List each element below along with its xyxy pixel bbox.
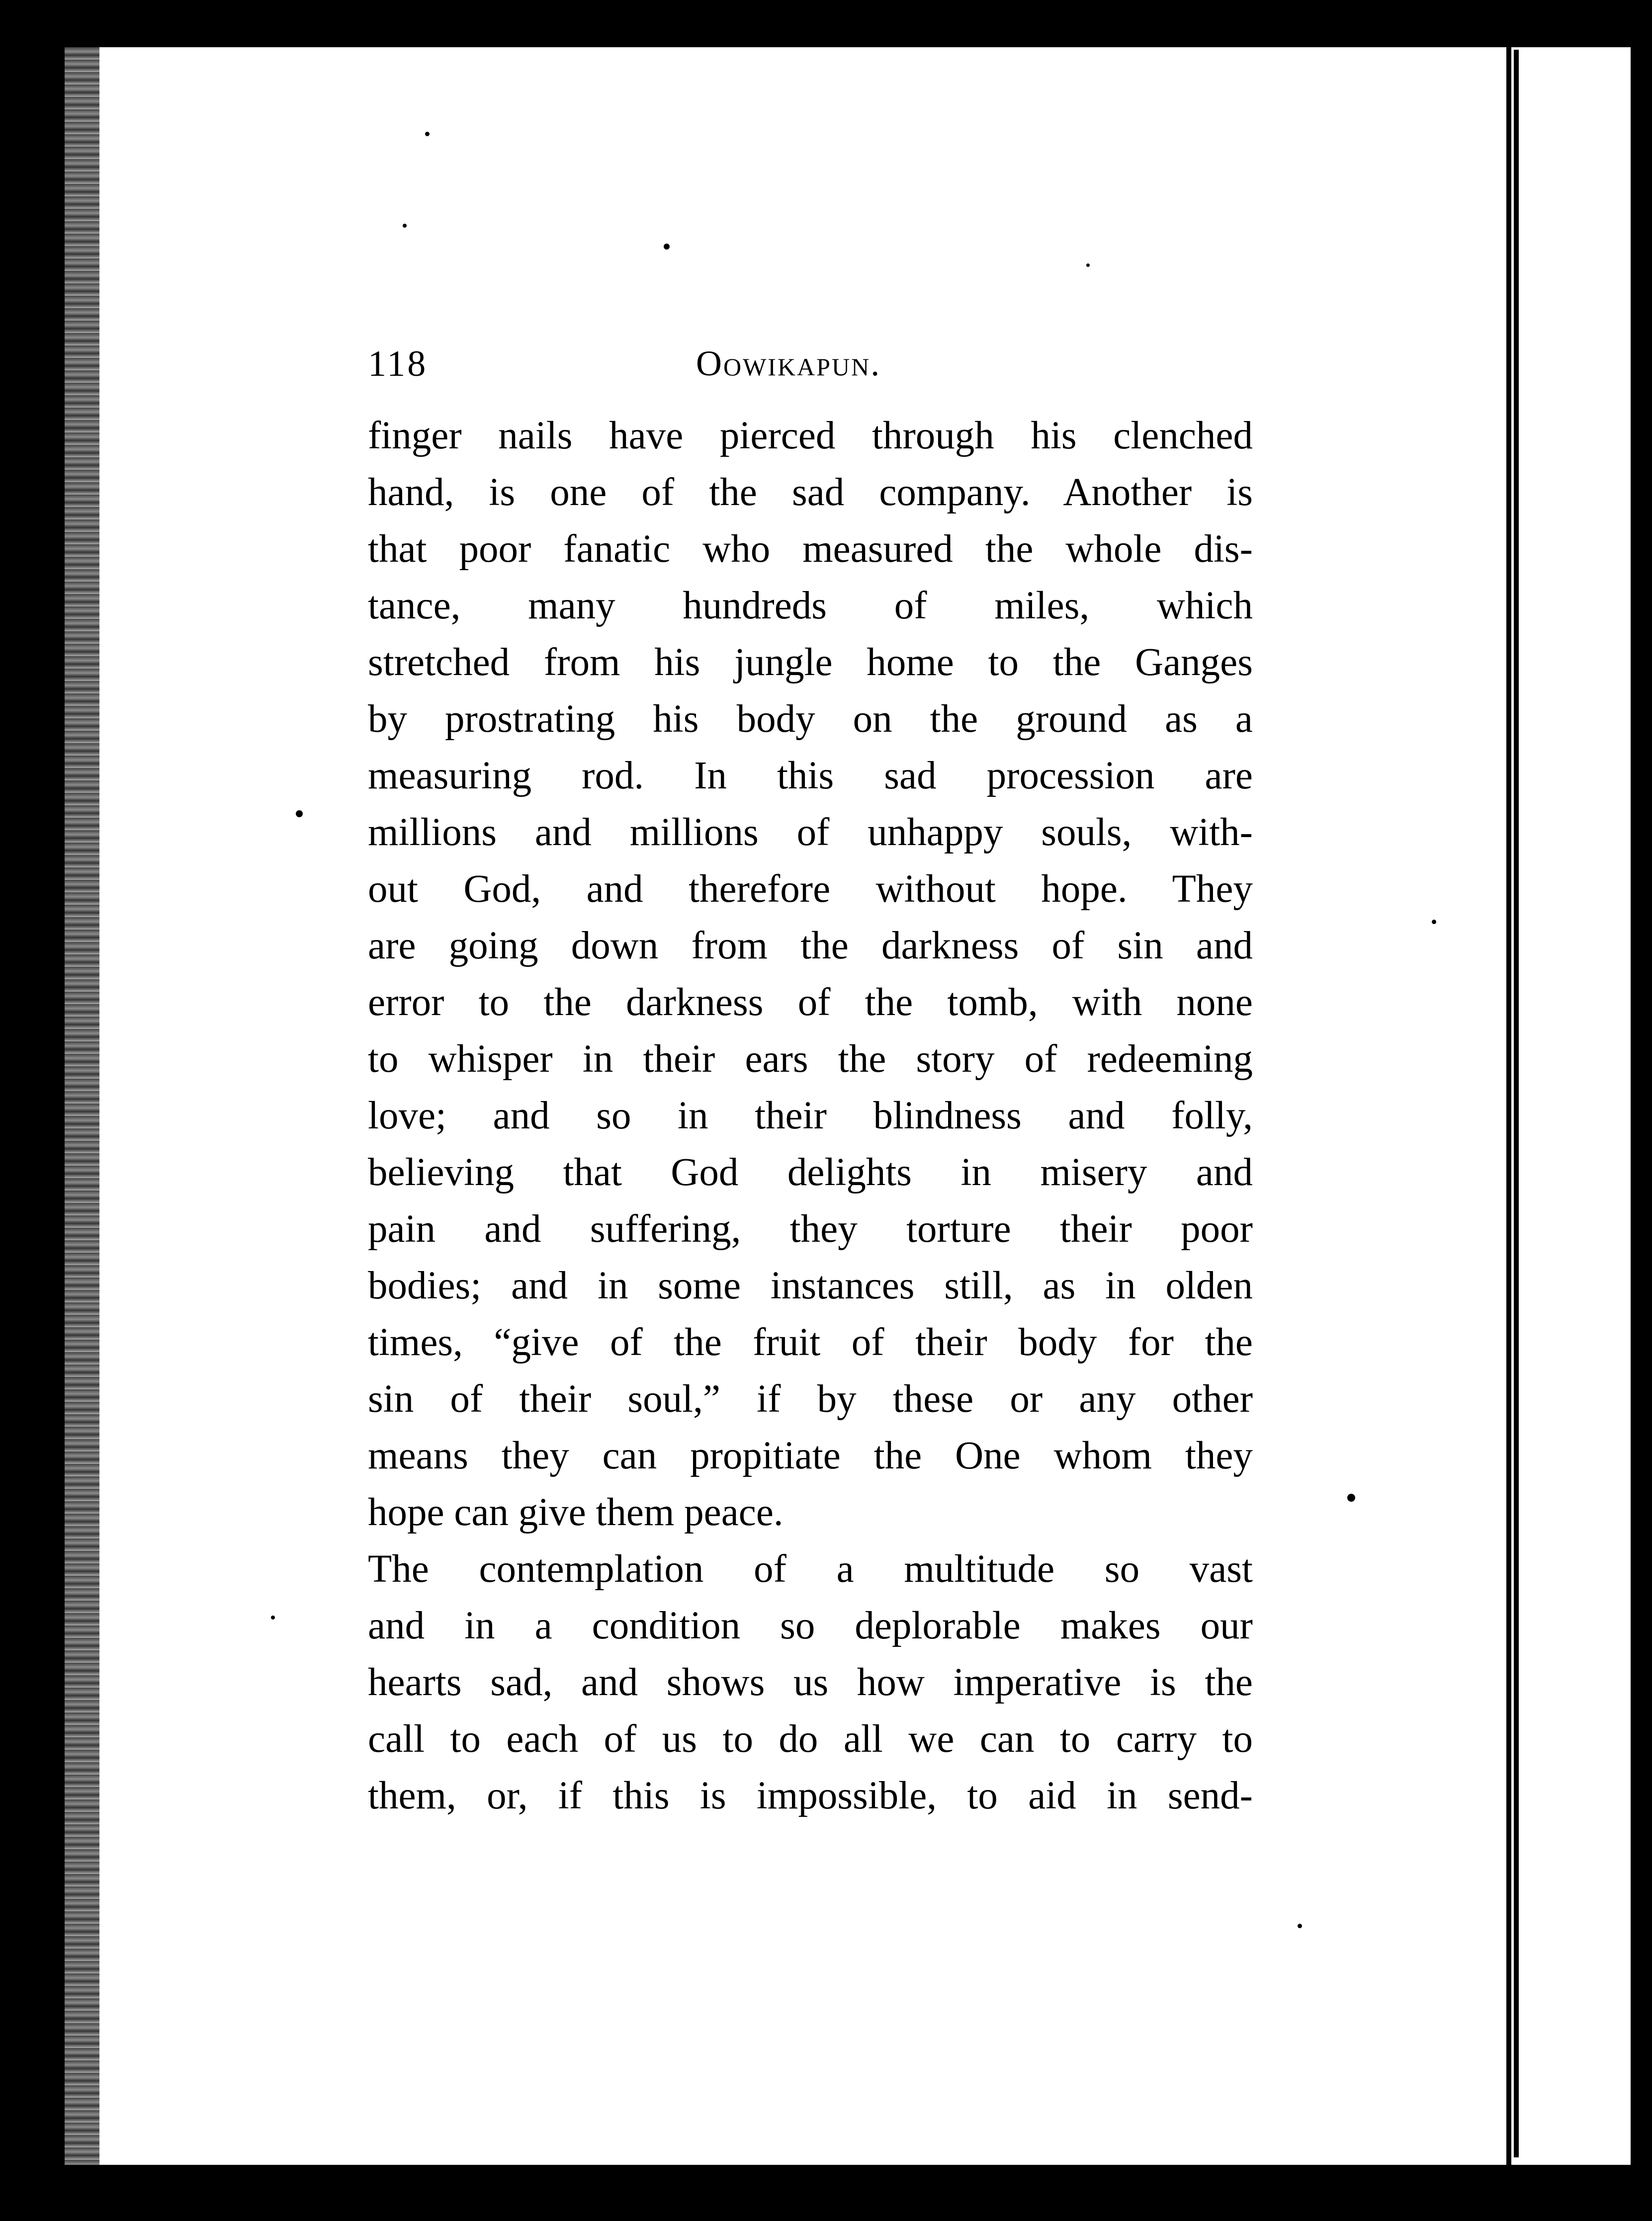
text-line: by prostrating his body on the ground as a [368, 697, 1253, 741]
text-line: hearts sad, and shows us how imperative is the [368, 1661, 1253, 1704]
text-line: hope can give them peace. [368, 1491, 783, 1534]
text-line: The contemplation of a multitude so vast [368, 1547, 1253, 1591]
text-line: means they can propitiate the One whom they [368, 1434, 1253, 1477]
scan-speck [296, 810, 303, 817]
body-text [368, 408, 1253, 1824]
text-line: and in a condition so deplorable makes our [368, 1604, 1253, 1647]
text-line: times, “give of the fruit of their body for the [368, 1321, 1253, 1364]
text-line: tance, many hundreds of miles, which [368, 584, 1253, 627]
scan-speck [1298, 1924, 1302, 1928]
text-line: pain and suffering, they torture their poor [368, 1207, 1253, 1251]
text-line: out God, and therefore without hope. They [368, 867, 1253, 911]
text-line: that poor fanatic who measured the whole dis- [368, 527, 1253, 571]
facing-page-strip [1511, 47, 1631, 2165]
scan-speck [1086, 263, 1090, 267]
text-line: love; and so in their blindness and folly, [368, 1094, 1253, 1137]
text-line: believing that God delights in misery and [368, 1151, 1253, 1194]
text-line: stretched from his jungle home to the Ganges [368, 641, 1253, 684]
scan-speck [664, 244, 670, 250]
text-line: them, or, if this is impossible, to aid in send- [368, 1774, 1253, 1817]
page-number: 118 [368, 343, 428, 384]
text-line: hand, is one of the sad company. Another is [368, 471, 1253, 514]
running-title: Oowikapun. [696, 343, 881, 383]
text-line: call to each of us to do all we can to carry to [368, 1717, 1253, 1761]
scan-speck [1347, 1494, 1355, 1502]
text-line: measuring rod. In this sad procession are [368, 754, 1253, 797]
text-line: finger nails have pierced through his clenched [368, 414, 1253, 457]
scan-speck [271, 1616, 275, 1620]
text-line: millions and millions of unhappy souls, with- [368, 811, 1253, 854]
page-edge-texture [65, 47, 99, 2165]
text-line: bodies; and in some instances still, as in olden [368, 1264, 1253, 1307]
page-gutter-shadow [1514, 50, 1519, 2157]
text-line: error to the darkness of the tomb, with none [368, 981, 1253, 1024]
scan-speck [425, 132, 430, 136]
text-line: sin of their soul,” if by these or any other [368, 1377, 1253, 1421]
page-header [368, 343, 1263, 398]
scan-speck [1432, 920, 1436, 924]
text-line: are going down from the darkness of sin and [368, 924, 1253, 967]
scan-speck [403, 224, 407, 228]
text-line: to whisper in their ears the story of redeeming [368, 1037, 1253, 1081]
